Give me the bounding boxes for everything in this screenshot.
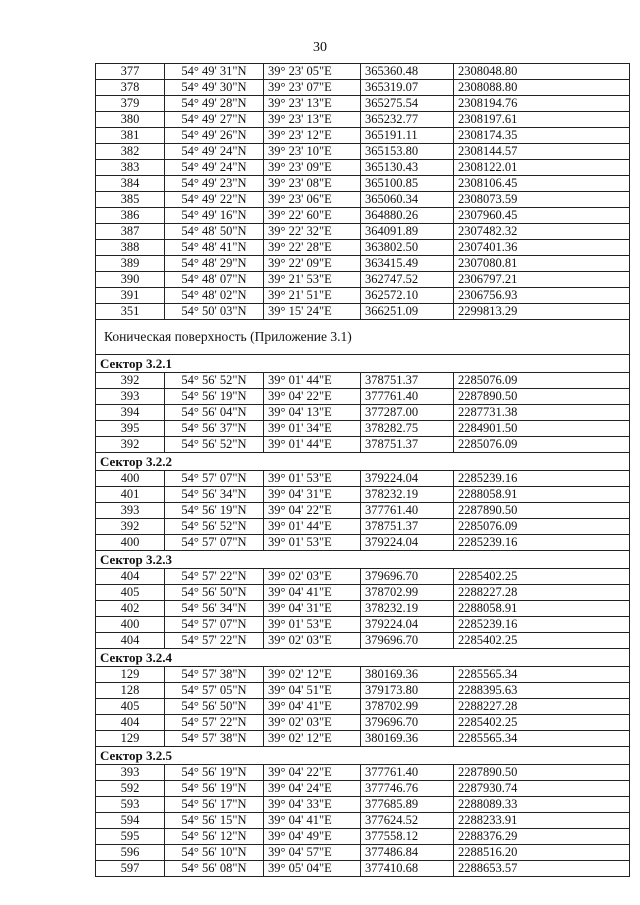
point-number-cell: 595 — [96, 829, 165, 845]
longitude-cell: 39° 04' 41"E — [264, 699, 361, 715]
sector-header-row — [96, 649, 630, 667]
table-row — [96, 487, 630, 503]
y-coordinate-cell: 2285402.25 — [454, 633, 630, 649]
point-number-cell: 387 — [96, 224, 165, 240]
y-coordinate-cell: 2284901.50 — [454, 421, 630, 437]
x-coordinate-cell: 379696.70 — [361, 633, 454, 649]
latitude-cell: 54° 49' 28"N — [165, 96, 264, 112]
table-row — [96, 373, 630, 389]
latitude-cell: 54° 56' 04"N — [165, 405, 264, 421]
y-coordinate-cell: 2288516.20 — [454, 845, 630, 861]
x-coordinate-cell: 365360.48 — [361, 64, 454, 80]
y-coordinate-cell: 2299813.29 — [454, 304, 630, 320]
table-row — [96, 256, 630, 272]
sector-title: Сектор 3.2.4 — [96, 649, 630, 667]
x-coordinate-cell: 365153.80 — [361, 144, 454, 160]
table-row — [96, 112, 630, 128]
x-coordinate-cell: 364880.26 — [361, 208, 454, 224]
longitude-cell: 39° 04' 31"E — [264, 487, 361, 503]
sector-header-row — [96, 551, 630, 569]
x-coordinate-cell: 379224.04 — [361, 617, 454, 633]
latitude-cell: 54° 57' 22"N — [165, 569, 264, 585]
longitude-cell: 39° 02' 03"E — [264, 715, 361, 731]
point-number-cell: 392 — [96, 519, 165, 535]
longitude-cell: 39° 21' 51"E — [264, 288, 361, 304]
y-coordinate-cell: 2285076.09 — [454, 373, 630, 389]
point-number-cell: 593 — [96, 797, 165, 813]
latitude-cell: 54° 56' 19"N — [165, 765, 264, 781]
x-coordinate-cell: 378232.19 — [361, 601, 454, 617]
y-coordinate-cell: 2307482.32 — [454, 224, 630, 240]
x-coordinate-cell: 378751.37 — [361, 373, 454, 389]
latitude-cell: 54° 57' 07"N — [165, 471, 264, 487]
longitude-cell: 39° 01' 34"E — [264, 421, 361, 437]
x-coordinate-cell: 378702.99 — [361, 699, 454, 715]
x-coordinate-cell: 365060.34 — [361, 192, 454, 208]
latitude-cell: 54° 48' 02"N — [165, 288, 264, 304]
point-number-cell: 385 — [96, 192, 165, 208]
longitude-cell: 39° 23' 07"E — [264, 80, 361, 96]
y-coordinate-cell: 2307080.81 — [454, 256, 630, 272]
point-number-cell: 378 — [96, 80, 165, 96]
table-row — [96, 813, 630, 829]
point-number-cell: 594 — [96, 813, 165, 829]
table-row — [96, 569, 630, 585]
latitude-cell: 54° 56' 52"N — [165, 519, 264, 535]
point-number-cell: 405 — [96, 699, 165, 715]
latitude-cell: 54° 57' 07"N — [165, 535, 264, 551]
y-coordinate-cell: 2287930.74 — [454, 781, 630, 797]
point-number-cell: 383 — [96, 160, 165, 176]
table-row — [96, 437, 630, 453]
latitude-cell: 54° 57' 05"N — [165, 683, 264, 699]
y-coordinate-cell: 2308144.57 — [454, 144, 630, 160]
table-row — [96, 715, 630, 731]
x-coordinate-cell: 378751.37 — [361, 437, 454, 453]
longitude-cell: 39° 23' 13"E — [264, 96, 361, 112]
table-row — [96, 861, 630, 877]
point-number-cell: 380 — [96, 112, 165, 128]
point-number-cell: 597 — [96, 861, 165, 877]
y-coordinate-cell: 2285239.16 — [454, 617, 630, 633]
point-number-cell: 400 — [96, 471, 165, 487]
latitude-cell: 54° 56' 19"N — [165, 503, 264, 519]
latitude-cell: 54° 49' 24"N — [165, 144, 264, 160]
point-number-cell: 388 — [96, 240, 165, 256]
y-coordinate-cell: 2288089.33 — [454, 797, 630, 813]
point-number-cell: 384 — [96, 176, 165, 192]
y-coordinate-cell: 2308048.80 — [454, 64, 630, 80]
x-coordinate-cell: 365100.85 — [361, 176, 454, 192]
table-row — [96, 781, 630, 797]
latitude-cell: 54° 56' 08"N — [165, 861, 264, 877]
y-coordinate-cell: 2288233.91 — [454, 813, 630, 829]
longitude-cell: 39° 05' 04"E — [264, 861, 361, 877]
x-coordinate-cell: 377761.40 — [361, 765, 454, 781]
latitude-cell: 54° 56' 50"N — [165, 699, 264, 715]
table-row — [96, 519, 630, 535]
point-number-cell: 382 — [96, 144, 165, 160]
x-coordinate-cell: 364091.89 — [361, 224, 454, 240]
point-number-cell: 351 — [96, 304, 165, 320]
point-number-cell: 391 — [96, 288, 165, 304]
y-coordinate-cell: 2288395.63 — [454, 683, 630, 699]
table-row — [96, 128, 630, 144]
longitude-cell: 39° 04' 41"E — [264, 585, 361, 601]
x-coordinate-cell: 377410.68 — [361, 861, 454, 877]
point-number-cell: 392 — [96, 437, 165, 453]
point-number-cell: 386 — [96, 208, 165, 224]
latitude-cell: 54° 49' 23"N — [165, 176, 264, 192]
x-coordinate-cell: 365130.43 — [361, 160, 454, 176]
point-number-cell: 389 — [96, 256, 165, 272]
y-coordinate-cell: 2308197.61 — [454, 112, 630, 128]
longitude-cell: 39° 02' 03"E — [264, 633, 361, 649]
table-row — [96, 160, 630, 176]
latitude-cell: 54° 49' 31"N — [165, 64, 264, 80]
longitude-cell: 39° 01' 53"E — [264, 471, 361, 487]
section-note: Коническая поверхность (Приложение 3.1) — [96, 320, 630, 355]
x-coordinate-cell: 377486.84 — [361, 845, 454, 861]
point-number-cell: 404 — [96, 715, 165, 731]
table-row — [96, 585, 630, 601]
y-coordinate-cell: 2307401.36 — [454, 240, 630, 256]
y-coordinate-cell: 2285402.25 — [454, 715, 630, 731]
latitude-cell: 54° 57' 07"N — [165, 617, 264, 633]
latitude-cell: 54° 49' 24"N — [165, 160, 264, 176]
longitude-cell: 39° 22' 60"E — [264, 208, 361, 224]
table-row — [96, 288, 630, 304]
longitude-cell: 39° 01' 53"E — [264, 535, 361, 551]
table-row — [96, 64, 630, 80]
table-row — [96, 797, 630, 813]
table-row — [96, 80, 630, 96]
y-coordinate-cell: 2285239.16 — [454, 471, 630, 487]
latitude-cell: 54° 56' 10"N — [165, 845, 264, 861]
y-coordinate-cell: 2307960.45 — [454, 208, 630, 224]
longitude-cell: 39° 01' 44"E — [264, 373, 361, 389]
x-coordinate-cell: 378751.37 — [361, 519, 454, 535]
x-coordinate-cell: 379696.70 — [361, 569, 454, 585]
y-coordinate-cell: 2306756.93 — [454, 288, 630, 304]
latitude-cell: 54° 49' 30"N — [165, 80, 264, 96]
y-coordinate-cell: 2308073.59 — [454, 192, 630, 208]
latitude-cell: 54° 48' 50"N — [165, 224, 264, 240]
y-coordinate-cell: 2285076.09 — [454, 519, 630, 535]
point-number-cell: 393 — [96, 503, 165, 519]
sector-header-row — [96, 747, 630, 765]
latitude-cell: 54° 56' 12"N — [165, 829, 264, 845]
x-coordinate-cell: 365319.07 — [361, 80, 454, 96]
table-row — [96, 535, 630, 551]
longitude-cell: 39° 23' 06"E — [264, 192, 361, 208]
latitude-cell: 54° 56' 52"N — [165, 373, 264, 389]
table-row — [96, 683, 630, 699]
table-row — [96, 633, 630, 649]
table-row — [96, 240, 630, 256]
table-row — [96, 405, 630, 421]
y-coordinate-cell: 2287890.50 — [454, 389, 630, 405]
y-coordinate-cell: 2285076.09 — [454, 437, 630, 453]
longitude-cell: 39° 04' 22"E — [264, 389, 361, 405]
point-number-cell: 381 — [96, 128, 165, 144]
latitude-cell: 54° 48' 29"N — [165, 256, 264, 272]
section-note-row — [96, 320, 630, 355]
latitude-cell: 54° 49' 16"N — [165, 208, 264, 224]
table-row — [96, 272, 630, 288]
x-coordinate-cell: 366251.09 — [361, 304, 454, 320]
point-number-cell: 400 — [96, 617, 165, 633]
point-number-cell: 129 — [96, 731, 165, 747]
table-row — [96, 731, 630, 747]
point-number-cell: 405 — [96, 585, 165, 601]
y-coordinate-cell: 2308088.80 — [454, 80, 630, 96]
latitude-cell: 54° 56' 50"N — [165, 585, 264, 601]
y-coordinate-cell: 2306797.21 — [454, 272, 630, 288]
y-coordinate-cell: 2285239.16 — [454, 535, 630, 551]
point-number-cell: 404 — [96, 569, 165, 585]
longitude-cell: 39° 22' 09"E — [264, 256, 361, 272]
y-coordinate-cell: 2288376.29 — [454, 829, 630, 845]
x-coordinate-cell: 377624.52 — [361, 813, 454, 829]
table-row — [96, 304, 630, 320]
longitude-cell: 39° 21' 53"E — [264, 272, 361, 288]
point-number-cell: 592 — [96, 781, 165, 797]
page-number: 30 — [313, 40, 327, 55]
y-coordinate-cell: 2288227.28 — [454, 699, 630, 715]
x-coordinate-cell: 379224.04 — [361, 535, 454, 551]
table-row — [96, 845, 630, 861]
longitude-cell: 39° 04' 13"E — [264, 405, 361, 421]
y-coordinate-cell: 2308122.01 — [454, 160, 630, 176]
longitude-cell: 39° 04' 33"E — [264, 797, 361, 813]
longitude-cell: 39° 15' 24"E — [264, 304, 361, 320]
y-coordinate-cell: 2288653.57 — [454, 861, 630, 877]
sector-title: Сектор 3.2.3 — [96, 551, 630, 569]
coordinates-table — [95, 63, 630, 877]
y-coordinate-cell: 2285402.25 — [454, 569, 630, 585]
latitude-cell: 54° 57' 22"N — [165, 715, 264, 731]
latitude-cell: 54° 56' 15"N — [165, 813, 264, 829]
point-number-cell: 394 — [96, 405, 165, 421]
x-coordinate-cell: 378702.99 — [361, 585, 454, 601]
x-coordinate-cell: 379173.80 — [361, 683, 454, 699]
x-coordinate-cell: 379224.04 — [361, 471, 454, 487]
x-coordinate-cell: 377558.12 — [361, 829, 454, 845]
table-row — [96, 601, 630, 617]
point-number-cell: 401 — [96, 487, 165, 503]
latitude-cell: 54° 48' 07"N — [165, 272, 264, 288]
x-coordinate-cell: 365275.54 — [361, 96, 454, 112]
y-coordinate-cell: 2288058.91 — [454, 601, 630, 617]
x-coordinate-cell: 363802.50 — [361, 240, 454, 256]
point-number-cell: 379 — [96, 96, 165, 112]
point-number-cell: 129 — [96, 667, 165, 683]
y-coordinate-cell: 2285565.34 — [454, 731, 630, 747]
x-coordinate-cell: 362747.52 — [361, 272, 454, 288]
point-number-cell: 400 — [96, 535, 165, 551]
longitude-cell: 39° 23' 08"E — [264, 176, 361, 192]
point-number-cell: 402 — [96, 601, 165, 617]
table-row — [96, 96, 630, 112]
longitude-cell: 39° 23' 09"E — [264, 160, 361, 176]
latitude-cell: 54° 49' 27"N — [165, 112, 264, 128]
table-row — [96, 617, 630, 633]
latitude-cell: 54° 56' 37"N — [165, 421, 264, 437]
sector-header-row — [96, 355, 630, 373]
x-coordinate-cell: 378232.19 — [361, 487, 454, 503]
table-row — [96, 667, 630, 683]
x-coordinate-cell: 362572.10 — [361, 288, 454, 304]
x-coordinate-cell: 378282.75 — [361, 421, 454, 437]
longitude-cell: 39° 02' 12"E — [264, 731, 361, 747]
point-number-cell: 395 — [96, 421, 165, 437]
longitude-cell: 39° 04' 49"E — [264, 829, 361, 845]
latitude-cell: 54° 48' 41"N — [165, 240, 264, 256]
longitude-cell: 39° 04' 22"E — [264, 765, 361, 781]
longitude-cell: 39° 22' 32"E — [264, 224, 361, 240]
y-coordinate-cell: 2308106.45 — [454, 176, 630, 192]
sector-header-row — [96, 453, 630, 471]
table-row — [96, 699, 630, 715]
latitude-cell: 54° 56' 19"N — [165, 389, 264, 405]
longitude-cell: 39° 04' 41"E — [264, 813, 361, 829]
y-coordinate-cell: 2285565.34 — [454, 667, 630, 683]
table-row — [96, 765, 630, 781]
longitude-cell: 39° 01' 44"E — [264, 519, 361, 535]
longitude-cell: 39° 04' 24"E — [264, 781, 361, 797]
point-number-cell: 393 — [96, 389, 165, 405]
x-coordinate-cell: 379696.70 — [361, 715, 454, 731]
latitude-cell: 54° 56' 19"N — [165, 781, 264, 797]
y-coordinate-cell: 2308174.35 — [454, 128, 630, 144]
latitude-cell: 54° 57' 38"N — [165, 667, 264, 683]
table-row — [96, 503, 630, 519]
table-row — [96, 176, 630, 192]
longitude-cell: 39° 02' 03"E — [264, 569, 361, 585]
sector-title: Сектор 3.2.1 — [96, 355, 630, 373]
x-coordinate-cell: 365232.77 — [361, 112, 454, 128]
table-row — [96, 208, 630, 224]
x-coordinate-cell: 377746.76 — [361, 781, 454, 797]
point-number-cell: 128 — [96, 683, 165, 699]
x-coordinate-cell: 380169.36 — [361, 667, 454, 683]
latitude-cell: 54° 56' 52"N — [165, 437, 264, 453]
x-coordinate-cell: 380169.36 — [361, 731, 454, 747]
longitude-cell: 39° 23' 10"E — [264, 144, 361, 160]
x-coordinate-cell: 365191.11 — [361, 128, 454, 144]
longitude-cell: 39° 04' 22"E — [264, 503, 361, 519]
y-coordinate-cell: 2287890.50 — [454, 503, 630, 519]
longitude-cell: 39° 23' 12"E — [264, 128, 361, 144]
longitude-cell: 39° 23' 13"E — [264, 112, 361, 128]
x-coordinate-cell: 377761.40 — [361, 503, 454, 519]
latitude-cell: 54° 56' 17"N — [165, 797, 264, 813]
longitude-cell: 39° 01' 53"E — [264, 617, 361, 633]
longitude-cell: 39° 04' 31"E — [264, 601, 361, 617]
point-number-cell: 404 — [96, 633, 165, 649]
table-row — [96, 224, 630, 240]
point-number-cell: 392 — [96, 373, 165, 389]
y-coordinate-cell: 2287731.38 — [454, 405, 630, 421]
point-number-cell: 390 — [96, 272, 165, 288]
x-coordinate-cell: 377287.00 — [361, 405, 454, 421]
longitude-cell: 39° 04' 57"E — [264, 845, 361, 861]
y-coordinate-cell: 2288058.91 — [454, 487, 630, 503]
table-row — [96, 471, 630, 487]
y-coordinate-cell: 2287890.50 — [454, 765, 630, 781]
table-row — [96, 192, 630, 208]
x-coordinate-cell: 363415.49 — [361, 256, 454, 272]
longitude-cell: 39° 02' 12"E — [264, 667, 361, 683]
latitude-cell: 54° 57' 38"N — [165, 731, 264, 747]
latitude-cell: 54° 56' 34"N — [165, 487, 264, 503]
table-row — [96, 829, 630, 845]
longitude-cell: 39° 04' 51"E — [264, 683, 361, 699]
latitude-cell: 54° 49' 26"N — [165, 128, 264, 144]
longitude-cell: 39° 23' 05"E — [264, 64, 361, 80]
longitude-cell: 39° 01' 44"E — [264, 437, 361, 453]
table-row — [96, 389, 630, 405]
point-number-cell: 393 — [96, 765, 165, 781]
table-row — [96, 421, 630, 437]
latitude-cell: 54° 57' 22"N — [165, 633, 264, 649]
latitude-cell: 54° 50' 03"N — [165, 304, 264, 320]
x-coordinate-cell: 377761.40 — [361, 389, 454, 405]
x-coordinate-cell: 377685.89 — [361, 797, 454, 813]
longitude-cell: 39° 22' 28"E — [264, 240, 361, 256]
sector-title: Сектор 3.2.2 — [96, 453, 630, 471]
y-coordinate-cell: 2288227.28 — [454, 585, 630, 601]
latitude-cell: 54° 56' 34"N — [165, 601, 264, 617]
sector-title: Сектор 3.2.5 — [96, 747, 630, 765]
y-coordinate-cell: 2308194.76 — [454, 96, 630, 112]
latitude-cell: 54° 49' 22"N — [165, 192, 264, 208]
point-number-cell: 596 — [96, 845, 165, 861]
point-number-cell: 377 — [96, 64, 165, 80]
table-row — [96, 144, 630, 160]
